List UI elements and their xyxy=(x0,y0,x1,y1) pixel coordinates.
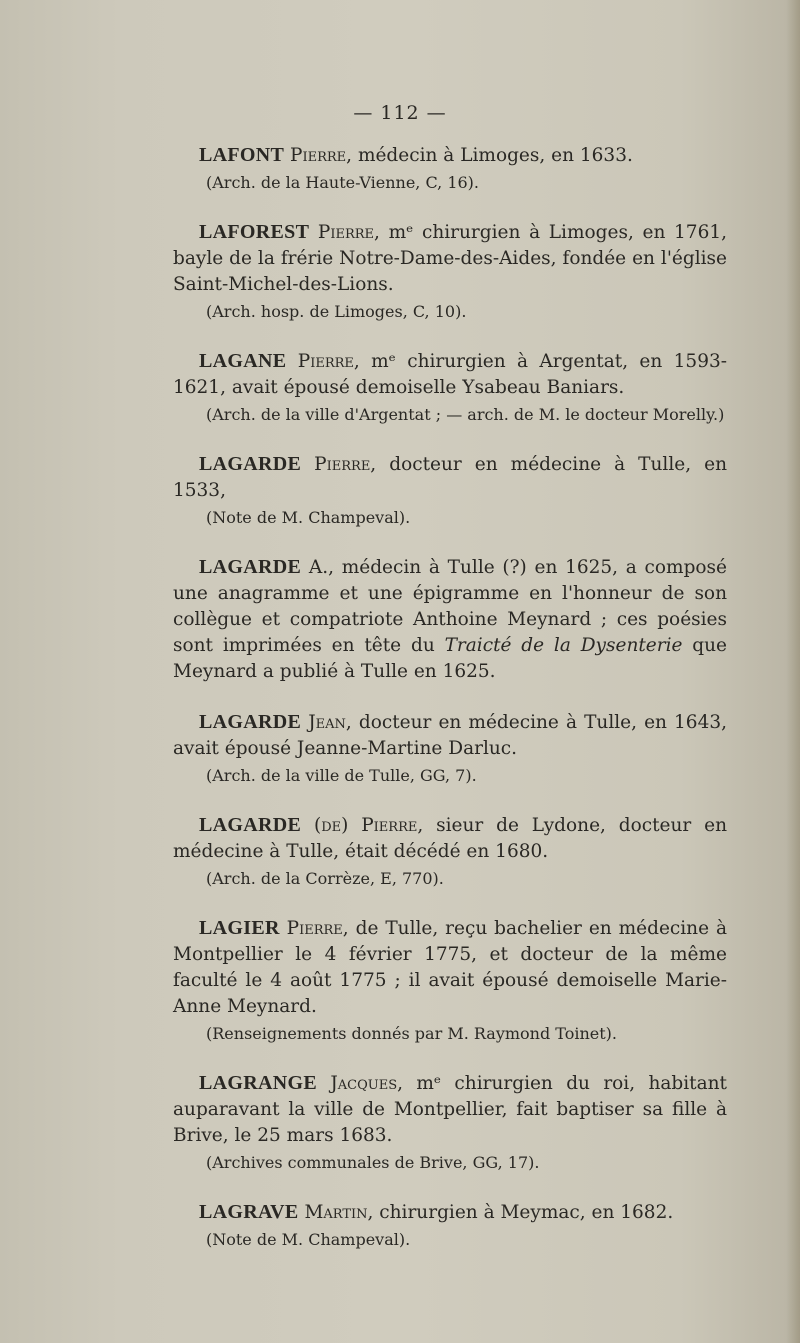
entry-name: LAGIER xyxy=(199,917,280,939)
entry-reference: (Arch. de la Corrèze, E, 770). xyxy=(206,869,444,888)
entry-reference: (Arch. de la ville de Tulle, GG, 7). xyxy=(206,766,477,785)
entry-text: de Tulle, reçu bachelier en médecine à Montpellier le 4 février 1775, et docteur de la même faculté le 4 août 1775 ; il avait épousé demoiselle Marie-Anne Meynard. xyxy=(173,918,727,1017)
entry-name: LAFOREST xyxy=(199,221,310,243)
entry-lagarde-jean xyxy=(173,709,727,788)
entry-text: mᵉ chirurgien à Argentat, en 1593-1621, avait épousé demoiselle Ysabeau Baniars. xyxy=(173,351,727,398)
entry-laforest xyxy=(173,219,727,324)
entry-reference: (Renseignements donnés par M. Raymond Toinet). xyxy=(206,1024,618,1043)
entry-text: docteur en médecine à Tulle, en 1643, avait épousé Jeanne-Martine Darluc. xyxy=(173,712,728,759)
page-number: — 112 — xyxy=(353,102,447,124)
entry-name: LAGARDE xyxy=(199,556,302,578)
entry-name: LAGRAVE xyxy=(199,1201,299,1223)
entry-name: LAGARDE xyxy=(199,814,302,836)
entry-name: LAGARDE xyxy=(199,711,302,733)
entry-lagarde-pierre xyxy=(173,451,727,530)
entry-name: LAGRANGE xyxy=(199,1072,317,1094)
entry-text: sieur de Lydone, docteur en médecine à Tulle, était décédé en 1680. xyxy=(173,815,727,862)
entry-first-name: Jacques, xyxy=(330,1073,403,1094)
entry-reference: (Arch. hosp. de Limoges, C, 10). xyxy=(206,302,467,321)
entry-reference: (Note de M. Champeval). xyxy=(206,1230,411,1249)
entry-lagane xyxy=(173,348,727,427)
entry-lagrange xyxy=(173,1070,727,1175)
entry-reference: (Arch. de la Haute-Vienne, C, 16). xyxy=(206,173,479,192)
entry-first-name: Pierre, xyxy=(297,351,360,372)
entry-reference: (Note de M. Champeval). xyxy=(206,508,411,527)
entry-text: A., médecin à Tulle (?) en 1625, a composé une anagramme et une épigramme en l'honneur de son collègue et compatriote Anthoine Meynard ; ces poésies sont imprimées en tête du xyxy=(173,557,727,656)
entry-reference: (Archives communales de Brive, GG, 17). xyxy=(206,1153,540,1172)
entry-text: mᵉ chirurgien du roi, habitant auparavant la ville de Montpellier, fait baptiser sa fille à Brive, le 25 mars 1683. xyxy=(173,1073,727,1146)
entry-first-name: (de) Pierre, xyxy=(314,815,424,836)
page-edge-shadow xyxy=(786,0,800,1343)
entry-lafont xyxy=(173,142,727,195)
entry-name: LAGANE xyxy=(199,350,287,372)
entry-first-name: Pierre, xyxy=(317,222,380,243)
entry-lagarde-a xyxy=(173,554,727,685)
entry-first-name: Pierre, xyxy=(286,918,349,939)
entry-text: docteur en médecine à Tulle, en 1533, xyxy=(173,454,727,501)
book-title: Traicté de la Dysenterie xyxy=(444,635,683,656)
entry-first-name: Pierre, xyxy=(290,145,353,166)
entry-lagarde-de-pierre xyxy=(173,812,727,891)
entry-reference: (Arch. de la ville d'Argentat ; — arch. de M. le docteur Morelly.) xyxy=(206,405,725,424)
entry-text: médecin à Limoges, en 1633. xyxy=(352,145,633,166)
entry-text: mᵉ chirurgien à Limoges, en 1761, bayle de la frérie Notre-Dame-des-Aides, fondée en l'église Saint-Michel-des-Lions. xyxy=(173,222,727,295)
entries-list xyxy=(173,142,727,1276)
entry-name: LAFONT xyxy=(199,144,285,166)
entry-first-name: Martin, xyxy=(304,1202,374,1223)
entry-text: chirurgien à Meymac, en 1682. xyxy=(373,1202,674,1223)
entry-first-name: Pierre, xyxy=(314,454,377,475)
entry-name: LAGARDE xyxy=(199,453,302,475)
entry-first-name: Jean, xyxy=(308,712,352,733)
entry-lagrave xyxy=(173,1199,727,1252)
entry-text-end: que Meynard a publié à Tulle en 1625. xyxy=(173,635,728,682)
entry-lagier xyxy=(173,915,727,1046)
